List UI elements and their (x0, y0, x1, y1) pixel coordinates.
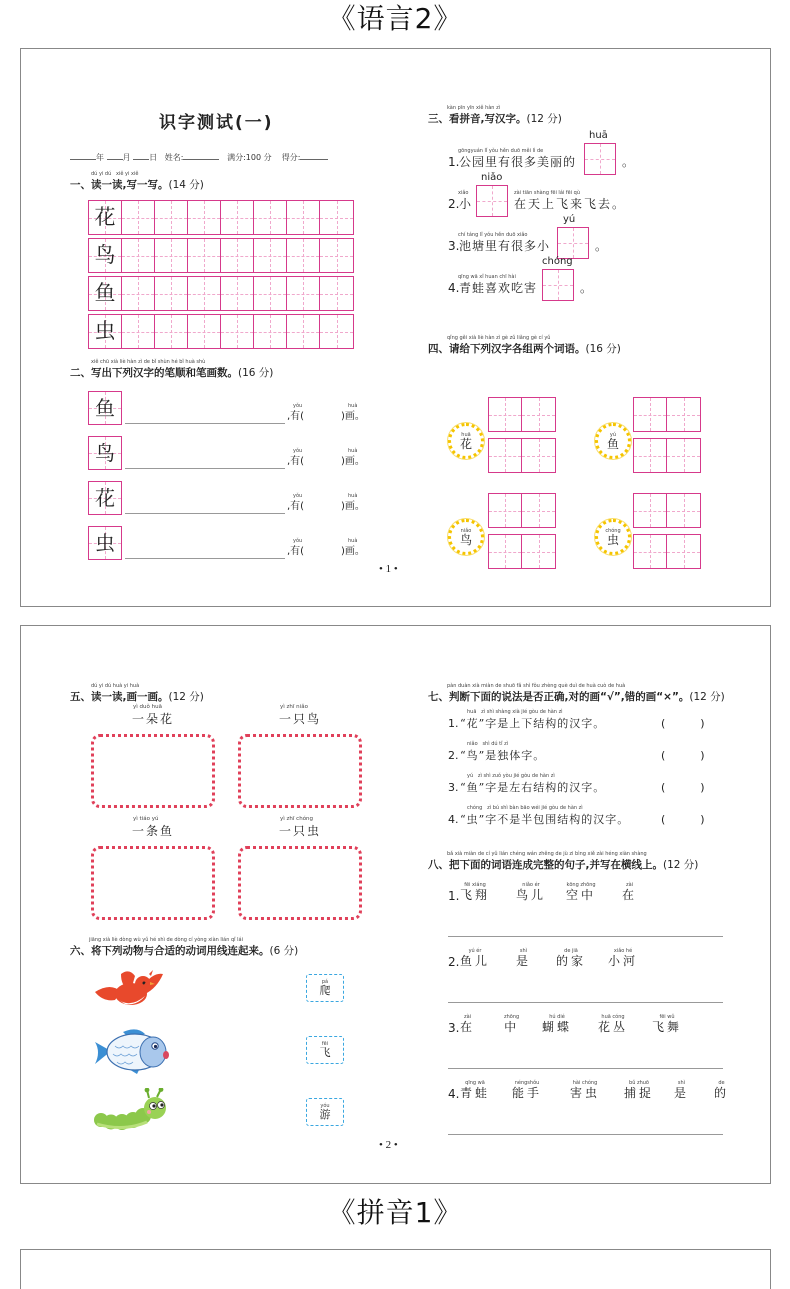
word-grid (488, 438, 556, 473)
stroke-order-answer-line[interactable] (125, 513, 285, 514)
word-card (556, 948, 586, 968)
sentence-after: 。 (622, 155, 637, 169)
word-grid (633, 493, 701, 528)
answer-box[interactable] (476, 185, 508, 217)
worksheet-page-1 (20, 48, 771, 607)
banner-title-top: 《语言2》 (327, 2, 463, 35)
verb-pinyin: fēi (321, 1041, 329, 1047)
writing-cell[interactable] (155, 239, 188, 272)
badge-character: 鱼 (606, 436, 619, 451)
badge-pinyin: niǎo (460, 527, 472, 534)
you-text: ,有( (287, 501, 305, 512)
stroke-order-answer-line[interactable] (125, 423, 285, 424)
question-number: 2. (448, 197, 460, 211)
word-text: 小河 (608, 954, 639, 968)
word-text: 空中 (566, 888, 597, 902)
score-field[interactable] (300, 159, 328, 160)
character-box (88, 481, 122, 515)
section3-header: 三、看拼音,写汉字。(12 分) (428, 113, 562, 125)
word-card (460, 1014, 475, 1034)
sentence-number: 4. (448, 1087, 460, 1101)
statement-text: “虫”字不是半包围结构的汉字。 (460, 813, 630, 826)
verb-character: 爬 (319, 984, 331, 997)
word-card (516, 882, 546, 902)
info-month: 月 (122, 153, 131, 162)
word-card (622, 882, 637, 902)
writing-cell[interactable] (221, 239, 254, 272)
writing-cell[interactable] (155, 277, 188, 310)
model-character: 虫 (94, 319, 116, 343)
word-text: 花丛 (598, 1020, 629, 1034)
word-text: 鱼儿 (460, 954, 491, 968)
badge-pinyin: chóng (605, 527, 621, 534)
writing-cell[interactable] (489, 494, 522, 527)
word-pinyin: hài chóng (572, 1080, 598, 1086)
question-number: 4. (448, 281, 460, 295)
section3-pinyin: kàn pīn yīn xiě hàn zì (447, 105, 501, 111)
stroke-order-answer-line[interactable] (125, 558, 285, 559)
word-text: 鸟儿 (516, 888, 547, 902)
word-pinyin: de jiā (564, 948, 578, 954)
writing-cell[interactable] (522, 535, 555, 568)
true-false-answer[interactable]: ( ) (661, 749, 707, 762)
writing-cell[interactable] (188, 239, 221, 272)
hua-text: )画。 (341, 546, 365, 557)
hua-text: )画。 (341, 411, 365, 422)
caterpillar-illustration (93, 1088, 169, 1132)
word-card (460, 1080, 490, 1100)
word-text: 青蛙 (460, 1086, 491, 1100)
you-pinyin: yǒu (293, 403, 303, 409)
sentence-answer-line[interactable] (448, 1068, 723, 1069)
flower-character-badge (448, 423, 484, 459)
word-card (570, 1080, 600, 1100)
word-grid (633, 438, 701, 473)
before-pinyin: xiǎo (458, 190, 469, 196)
word-card (652, 1014, 682, 1034)
you-text: ,有( (287, 411, 305, 422)
before-pinyin: qīng wā xǐ huan chī hài (458, 274, 516, 280)
word-pinyin: shì (519, 948, 528, 954)
word-card (566, 882, 596, 902)
character-box (88, 391, 122, 425)
answer-box[interactable] (584, 143, 616, 175)
statement-pinyin: chóng zì bú shì bàn bāo wéi jié gòu de hàn zì (467, 805, 583, 811)
writing-cell[interactable] (667, 494, 700, 527)
section4-pinyin: qǐng gěi xià liè hàn zì gè zǔ liǎng gè cí yǔ (447, 335, 551, 341)
flower-character-badge (595, 519, 631, 555)
true-false-answer[interactable]: ( ) (661, 717, 707, 730)
stroke-count-blank[interactable] (311, 501, 341, 513)
model-character-cell (89, 315, 122, 348)
sentence-answer-line[interactable] (448, 1002, 723, 1003)
before-pinyin: gōngyuán lǐ yǒu hěn duō měi lì de (458, 148, 544, 154)
word-text: 捕捉 (624, 1086, 655, 1100)
word-text: 害虫 (570, 1086, 601, 1100)
writing-grid-row (88, 276, 354, 311)
model-character: 鸟 (94, 243, 116, 267)
section1-header: 一、读一读,写一写。(14 分) (70, 179, 204, 191)
writing-grid-row (88, 314, 354, 349)
word-card (516, 948, 531, 968)
drawing-frame[interactable] (238, 846, 362, 920)
word-pinyin: zài (463, 1014, 472, 1020)
writing-cell[interactable] (188, 201, 221, 234)
page-number: • 2 • (379, 1139, 398, 1151)
word-grid (633, 397, 701, 432)
word-text: 是 (674, 1086, 690, 1100)
info-day: 日 (149, 153, 158, 162)
word-text: 飞翔 (460, 888, 491, 902)
section4-header: 四、请给下列汉字各组两个词语。(16 分) (428, 343, 621, 355)
sentence-before: 小 (459, 197, 473, 211)
writing-cell[interactable] (522, 439, 555, 472)
word-pinyin: fēi wǔ (659, 1014, 675, 1020)
writing-cell[interactable] (522, 494, 555, 527)
word-text: 的 (714, 1086, 730, 1100)
fish-illustration (93, 1024, 183, 1078)
writing-cell[interactable] (155, 201, 188, 234)
question-number: 3. (448, 239, 460, 253)
word-grid (488, 493, 556, 528)
hua-pinyin: huà (348, 493, 358, 499)
writing-cell[interactable] (489, 535, 522, 568)
phrase-text: 一只虫 (279, 824, 322, 838)
character-box (88, 526, 122, 560)
section2-pinyin: xiě chū xià liè hàn zì de bǐ shùn hé bǐ huà shù (91, 359, 206, 365)
writing-cell[interactable] (634, 494, 667, 527)
writing-cell[interactable] (287, 315, 320, 348)
word-pinyin: de (718, 1080, 725, 1086)
after-pinyin: zài tiān shàng fēi lái fēi qù (514, 190, 581, 196)
answer-pinyin: chóng (542, 256, 573, 267)
writing-grid-row (88, 200, 354, 235)
badge-pinyin: huā (461, 431, 471, 438)
hua-pinyin: huà (348, 403, 358, 409)
writing-cell[interactable] (287, 277, 320, 310)
writing-cell[interactable] (320, 201, 353, 234)
word-card (624, 1080, 654, 1100)
writing-cell[interactable] (188, 315, 221, 348)
sentence-after: 。 (595, 239, 610, 253)
word-card (542, 1014, 572, 1034)
stroke-count-blank[interactable] (311, 546, 341, 558)
hua-pinyin: huà (348, 538, 358, 544)
info-line (70, 153, 328, 163)
phrase-text: 一条鱼 (132, 824, 175, 838)
you-pinyin: yǒu (293, 538, 303, 544)
writing-cell[interactable] (667, 398, 700, 431)
verb-box[interactable] (306, 1098, 344, 1126)
drawing-frame[interactable] (238, 734, 362, 808)
word-pinyin: zài (625, 882, 634, 888)
word-card (714, 1080, 729, 1100)
phrase-text: 一只鸟 (279, 712, 322, 726)
writing-cell[interactable] (522, 398, 555, 431)
section5-header: 五、读一读,画一画。(12 分) (70, 691, 204, 703)
statement-number: 1. (448, 717, 459, 730)
phrase-pinyin: yì zhī niǎo (280, 704, 308, 710)
word-text: 中 (504, 1020, 520, 1034)
worksheet-page-2 (20, 625, 771, 1184)
phrase-pinyin: yì duǒ huā (133, 704, 162, 710)
phrase-text: 一朵花 (132, 712, 175, 726)
writing-cell[interactable] (254, 239, 287, 272)
sentence-before: 公园里有很多美丽的 (459, 155, 577, 169)
phrase-pinyin: yì tiáo yú (133, 816, 159, 822)
statement-text: “鸟”是独体字。 (460, 749, 546, 762)
word-text: 在 (460, 1020, 476, 1034)
section6-pinyin: jiāng xià liè dòng wù yǔ hé shì de dòng cí yòng xiàn lián qǐ lái (89, 937, 243, 943)
writing-cell[interactable] (287, 239, 320, 272)
sentence-answer-line[interactable] (448, 1134, 723, 1135)
writing-cell[interactable] (122, 315, 155, 348)
sentence-number: 3. (448, 1021, 460, 1035)
answer-pinyin: yú (563, 214, 576, 225)
word-text: 蝴蝶 (542, 1020, 573, 1034)
worksheet-page-3-partial (20, 1249, 771, 1289)
info-full-score: 满分:100 分 (227, 153, 272, 162)
writing-cell[interactable] (122, 277, 155, 310)
model-character-cell (89, 239, 122, 272)
badge-character: 花 (459, 436, 472, 451)
section6-header: 六、将下列动物与合适的动词用线连起来。(6 分) (70, 945, 299, 957)
section5-pinyin: dú yi dú huà yi huà (91, 683, 140, 689)
verb-box[interactable] (306, 974, 344, 1002)
answer-pinyin: niǎo (481, 172, 503, 183)
word-card (674, 1080, 689, 1100)
statement-pinyin: huā zì shì shàng xià jié gòu de hàn zì (467, 709, 563, 715)
writing-cell[interactable] (287, 201, 320, 234)
you-pinyin: yǒu (293, 493, 303, 499)
you-text: ,有( (287, 456, 305, 467)
badge-character: 虫 (606, 532, 619, 547)
writing-cell[interactable] (254, 315, 287, 348)
writing-cell[interactable] (254, 201, 287, 234)
word-card (504, 1014, 519, 1034)
writing-cell[interactable] (320, 315, 353, 348)
stroke-order-character: 鸟 (95, 441, 115, 465)
section7-header: 七、判断下面的说法是否正确,对的画“√”,错的画“×”。(12 分) (428, 691, 725, 703)
before-pinyin: chí táng lǐ yǒu hěn duō xiǎo (458, 232, 528, 238)
info-year: 年 (96, 153, 104, 162)
section1-pinyin: dú yi dú xiě yi xiě (91, 171, 139, 177)
section8-header: 八、把下面的词语连成完整的句子,并写在横线上。(12 分) (428, 859, 699, 871)
hua-text: )画。 (341, 456, 365, 467)
sentence-number: 2. (448, 955, 460, 969)
sentence-after: 在天上飞来飞去。 (514, 197, 627, 211)
word-grid (633, 534, 701, 569)
word-card (512, 1080, 542, 1100)
word-pinyin: fēi xiáng (464, 882, 486, 888)
model-character-cell (89, 277, 122, 310)
statement-text: “鱼”字是左右结构的汉字。 (460, 781, 606, 794)
word-pinyin: shì (677, 1080, 686, 1086)
word-card (598, 1014, 628, 1034)
true-false-answer[interactable]: ( ) (661, 813, 707, 826)
word-text: 是 (516, 954, 532, 968)
word-pinyin: zhōng (504, 1014, 520, 1020)
verb-box[interactable] (306, 1036, 344, 1064)
word-text: 的家 (556, 954, 587, 968)
word-grid (488, 534, 556, 569)
writing-cell[interactable] (634, 439, 667, 472)
sentence-answer-line[interactable] (448, 936, 723, 937)
flower-character-badge (448, 519, 484, 555)
drawing-frame[interactable] (91, 734, 215, 808)
statement-number: 4. (448, 813, 459, 826)
word-pinyin: qīng wā (465, 1080, 485, 1086)
section2-header: 二、写出下列汉字的笔顺和笔画数。(16 分) (70, 367, 274, 379)
sentence-before: 池塘里有很多小 (459, 239, 551, 253)
word-card (608, 948, 638, 968)
drawing-frame[interactable] (91, 846, 215, 920)
page-title: 识字测试(一) (159, 113, 274, 133)
stroke-order-character: 鱼 (95, 396, 115, 420)
hua-text: )画。 (341, 501, 365, 512)
stroke-order-character: 花 (95, 486, 115, 510)
bird-illustration (91, 966, 165, 1012)
stroke-order-character: 虫 (95, 531, 115, 555)
writing-cell[interactable] (188, 277, 221, 310)
word-pinyin: niǎo ér (522, 882, 540, 888)
name-field[interactable] (183, 159, 219, 160)
word-card (460, 948, 490, 968)
statement-number: 3. (448, 781, 459, 794)
stroke-order-answer-line[interactable] (125, 468, 285, 469)
section7-pinyin: pàn duàn xià miàn de shuō fǎ shì fǒu zhèng què duì de huà cuò de huà (447, 683, 626, 689)
verb-pinyin: yóu (320, 1103, 330, 1109)
you-pinyin: yǒu (293, 448, 303, 454)
sentence-after: 。 (580, 281, 595, 295)
writing-cell[interactable] (221, 277, 254, 310)
banner-title-bottom: 《拼音1》 (327, 1196, 463, 1229)
flower-character-badge (595, 423, 631, 459)
info-score-label: 得分: (281, 153, 301, 162)
word-pinyin: hú dié (549, 1014, 565, 1020)
verb-pinyin: pá (321, 979, 329, 985)
word-text: 在 (622, 888, 638, 902)
info-name-label: 姓名: (164, 153, 184, 162)
writing-cell[interactable] (634, 535, 667, 568)
true-false-answer[interactable]: ( ) (661, 781, 707, 794)
answer-pinyin: huā (589, 130, 608, 141)
writing-cell[interactable] (489, 439, 522, 472)
word-pinyin: bǔ zhuō (629, 1080, 649, 1086)
phrase-pinyin: yì zhī chóng (280, 816, 314, 822)
answer-box[interactable] (557, 227, 589, 259)
verb-character: 游 (319, 1108, 331, 1121)
writing-cell[interactable] (489, 398, 522, 431)
writing-cell[interactable] (634, 398, 667, 431)
writing-cell[interactable] (667, 439, 700, 472)
answer-box[interactable] (542, 269, 574, 301)
word-pinyin: huā cóng (601, 1014, 625, 1020)
model-character-cell (89, 201, 122, 234)
stroke-count-blank[interactable] (311, 456, 341, 468)
model-character: 花 (94, 205, 116, 229)
word-text: 飞舞 (652, 1020, 683, 1034)
badge-pinyin: yú (609, 431, 617, 438)
writing-cell[interactable] (122, 201, 155, 234)
word-text: 能手 (512, 1086, 543, 1100)
hua-pinyin: huà (348, 448, 358, 454)
word-pinyin: yú ér (468, 948, 482, 954)
writing-grid-row (88, 238, 354, 273)
word-pinyin: kōng zhōng (566, 882, 596, 888)
statement-text: “花”字是上下结构的汉字。 (460, 717, 606, 730)
statement-number: 2. (448, 749, 459, 762)
word-pinyin: néngshǒu (514, 1080, 540, 1086)
verb-character: 飞 (319, 1046, 331, 1059)
writing-cell[interactable] (320, 239, 353, 272)
sentence-before: 青蛙喜欢吃害 (459, 281, 538, 295)
stroke-count-blank[interactable] (311, 411, 341, 423)
writing-cell[interactable] (667, 535, 700, 568)
you-text: ,有( (287, 546, 305, 557)
word-grid (488, 397, 556, 432)
statement-pinyin: yú zì shì zuǒ yòu jié gòu de hàn zì (467, 773, 555, 779)
writing-cell[interactable] (221, 201, 254, 234)
character-box (88, 436, 122, 470)
section8-pinyin: bǎ xià miàn de cí yǔ lián chéng wán zhěng de jù zi bìng xiě zài héng xiàn shàng (447, 851, 647, 857)
page-number: • 1 • (379, 563, 398, 575)
writing-cell[interactable] (155, 315, 188, 348)
model-character: 鱼 (94, 281, 116, 305)
writing-cell[interactable] (221, 315, 254, 348)
writing-cell[interactable] (254, 277, 287, 310)
word-card (460, 882, 490, 902)
word-pinyin: xiǎo hé (613, 948, 633, 954)
badge-character: 鸟 (459, 532, 472, 547)
question-number: 1. (448, 155, 460, 169)
statement-pinyin: niǎo shì dú tǐ zì (467, 741, 509, 747)
writing-cell[interactable] (122, 239, 155, 272)
sentence-number: 1. (448, 889, 460, 903)
writing-cell[interactable] (320, 277, 353, 310)
